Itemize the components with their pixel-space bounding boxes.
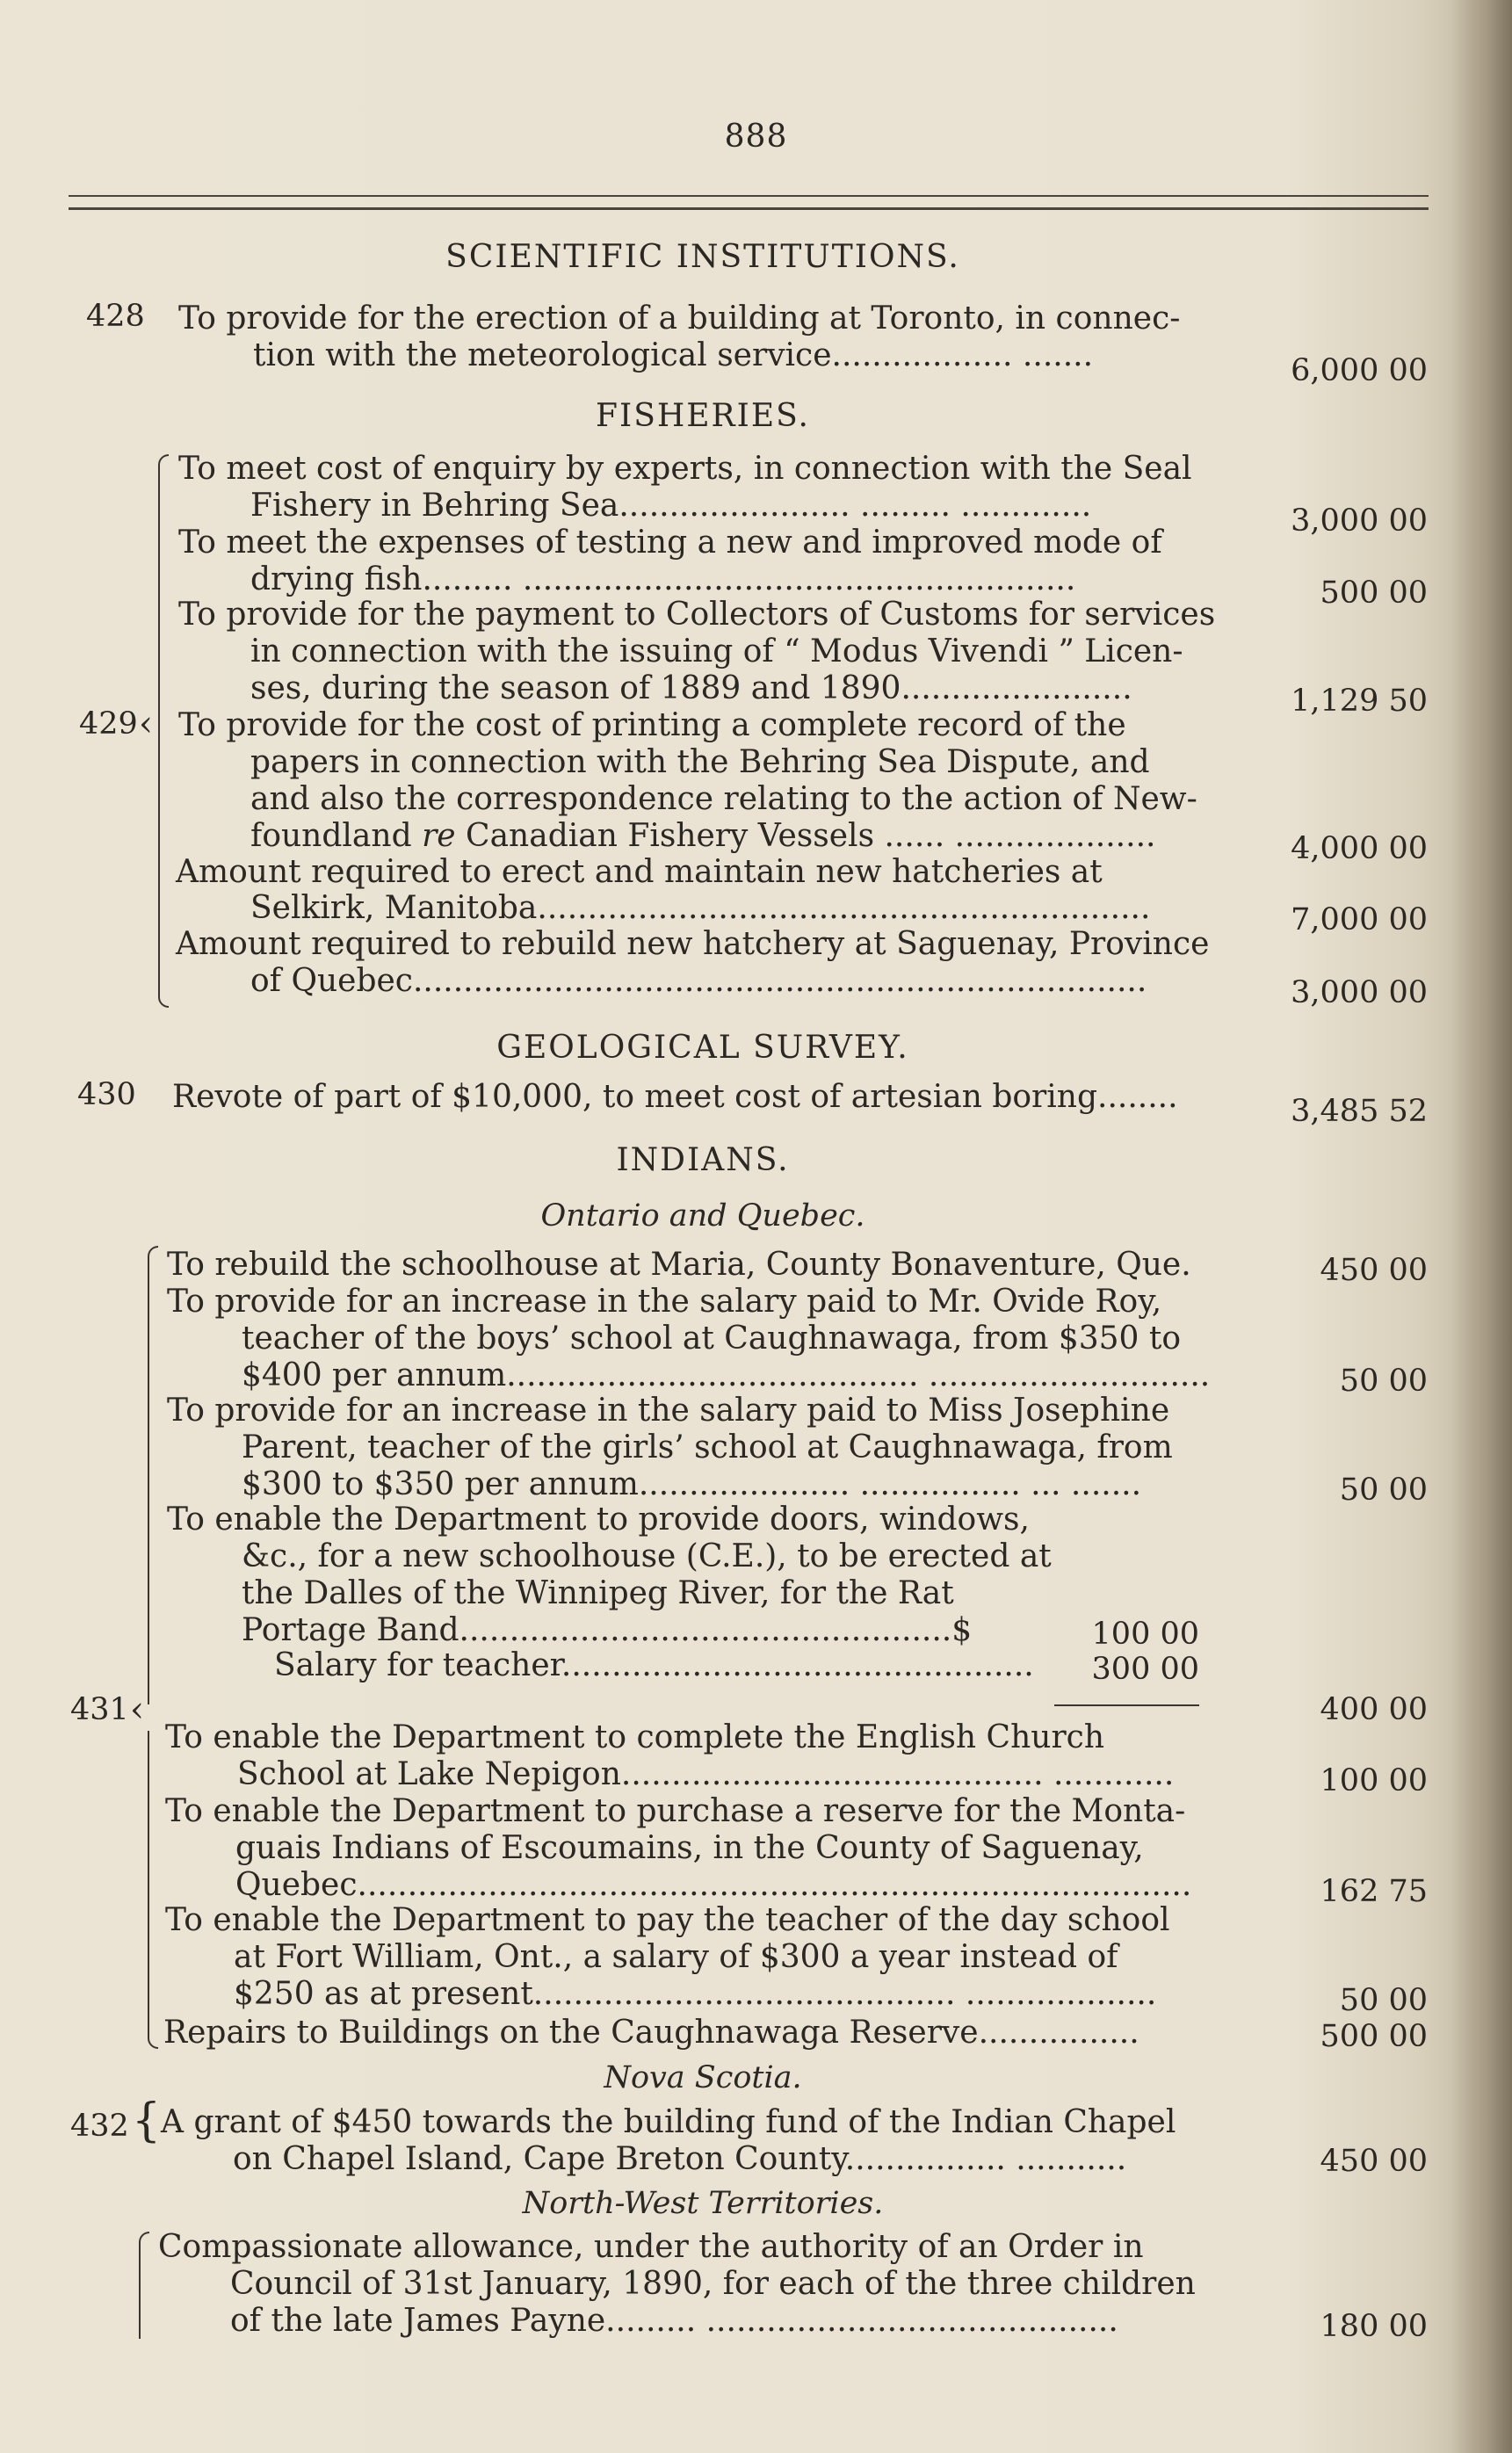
item-431h-line-1: Repairs to Buildings on the Caughnawaga Reserve................	[163, 2015, 1139, 2051]
item-number-428: 428	[86, 299, 145, 334]
item-431g-line-3: $250 as at present.......................................... ...................	[234, 1976, 1157, 2012]
item-431d-band-amount: 100 00	[1091, 1617, 1199, 1652]
item-429f-amount: 3,000 00	[1291, 975, 1428, 1010]
item-429e-line-1: Amount required to erect and maintain new hatcheries at	[176, 854, 1103, 890]
item-429b-line-2: drying fish......... .......................................................	[250, 561, 1076, 597]
item-429d-amount: 4,000 00	[1291, 831, 1428, 866]
item-431d-subtotal-rule	[1054, 1704, 1199, 1706]
subheading-ontario-quebec: Ontario and Quebec.	[540, 1198, 865, 1234]
item-429c-line-2: in connection with the issuing of “ Modus Vivendi ” Licen-	[250, 633, 1183, 669]
brace-429-bottom	[158, 738, 169, 1008]
item-429d-line-4: foundland re Canadian Fishery Vessels ...... ....................	[250, 818, 1156, 854]
item-429e-amount: 7,000 00	[1291, 902, 1428, 937]
item-429f-line-2: of Quebec.........................................................................	[250, 963, 1147, 999]
item-431a-amount: 450 00	[1320, 1253, 1428, 1288]
brace-431-point: ‹	[130, 1690, 144, 1730]
item-428-line-2: tion with the meteorological service.................. .......	[253, 337, 1094, 373]
header-rule-top	[69, 195, 1429, 197]
item-430-amount: 3,485 52	[1291, 1094, 1428, 1129]
heading-fisheries: FISHERIES.	[596, 398, 810, 434]
item-429a-amount: 3,000 00	[1291, 503, 1428, 539]
item-431c-line-3: $300 to $350 per annum..................... ................ ... .......	[242, 1466, 1142, 1502]
brace-431-top	[148, 1246, 158, 1704]
item-429a-line-1: To meet cost of enquiry by experts, in connection with the Seal	[178, 451, 1192, 487]
item-431h-amount: 500 00	[1320, 2019, 1428, 2054]
item-430-line-1: Revote of part of $10,000, to meet cost of artesian boring........	[172, 1079, 1178, 1115]
item-431e-line-2: School at Lake Nepigon.......................................... ............	[237, 1756, 1175, 1792]
item-number-431: 431	[70, 1692, 129, 1727]
subheading-north-west-territories: North-West Territories.	[522, 2186, 884, 2221]
brace-429-point: ‹	[139, 704, 153, 744]
item-431c-line-1: To provide for an increase in the salary paid to Miss Josephine	[167, 1393, 1170, 1429]
item-431d-line-2: &c., for a new schoolhouse (C.E.), to be erected at	[242, 1538, 1052, 1574]
item-431b-line-1: To provide for an increase in the salary paid to Mr. Ovide Roy,	[167, 1284, 1162, 1320]
item-429d-line-2: papers in connection with the Behring Sea Dispute, and	[250, 744, 1150, 780]
item-431d-line-4: Portage Band.................................................$	[242, 1612, 973, 1648]
heading-geological-survey: GEOLOGICAL SURVEY.	[496, 1030, 909, 1066]
item-number-430: 430	[77, 1077, 136, 1112]
item-429e-line-2: Selkirk, Manitoba.............................................................	[250, 890, 1151, 926]
item-429c-amount: 1,129 50	[1291, 684, 1428, 719]
item-429c-line-1: To provide for the payment to Collectors of Customs for services	[178, 597, 1216, 633]
item-428-amount: 6,000 00	[1291, 353, 1428, 388]
heading-scientific-institutions: SCIENTIFIC INSTITUTIONS.	[445, 239, 960, 275]
item-431c-line-2: Parent, teacher of the girls’ school at Caughnawaga, from	[242, 1429, 1173, 1465]
item-431g-line-2: at Fort William, Ont., a salary of $300 a year instead of	[234, 1939, 1118, 1975]
item-431f-line-1: To enable the Department to purchase a reserve for the Monta-	[165, 1793, 1186, 1829]
item-431g-line-1: To enable the Department to pay the teacher of the day school	[165, 1902, 1170, 1938]
item-431d-line-5: Salary for teacher...............................................	[274, 1647, 1034, 1683]
item-429d-line-3: and also the correspondence relating to the action of New-	[250, 781, 1197, 817]
item-431c-amount: 50 00	[1339, 1473, 1428, 1508]
item-433-line-3: of the late James Payne......... .........................................	[230, 2303, 1118, 2339]
page-number: 888	[724, 119, 788, 155]
item-431e-amount: 100 00	[1320, 1763, 1428, 1798]
header-rule-bottom	[69, 207, 1429, 210]
item-432-amount: 450 00	[1320, 2144, 1428, 2179]
item-431e-line-1: To enable the Department to complete the English Church	[165, 1719, 1105, 1755]
brace-432: {	[132, 2095, 162, 2147]
item-number-429: 429	[79, 706, 138, 742]
brace-431-bottom	[148, 1731, 158, 2049]
item-429a-line-2: Fishery in Behring Sea....................... ......... .............	[250, 488, 1092, 524]
item-429c-line-3: ses, during the season of 1889 and 1890.......................	[250, 670, 1132, 706]
item-431b-line-2: teacher of the boys’ school at Caughnawaga, from $350 to	[242, 1321, 1182, 1357]
item-431g-amount: 50 00	[1339, 1983, 1428, 2018]
item-429d-line-1: To provide for the cost of printing a complete record of the	[178, 707, 1126, 743]
item-428-line-1: To provide for the erection of a building at Toronto, in connec-	[178, 300, 1181, 336]
item-432-line-2: on Chapel Island, Cape Breton County................ ...........	[233, 2141, 1127, 2177]
item-431f-line-2: guais Indians of Escoumains, in the County of Saguenay,	[235, 1830, 1144, 1866]
item-429b-amount: 500 00	[1320, 575, 1428, 611]
item-433-amount: 180 00	[1320, 2309, 1428, 2344]
item-433-line-2: Council of 31st January, 1890, for each of the three children	[230, 2266, 1196, 2302]
book-spine-shadow	[1451, 0, 1512, 2453]
item-432-line-1: A grant of $450 towards the building fund of the Indian Chapel	[161, 2104, 1176, 2140]
item-431b-line-3: $400 per annum......................................... ............................	[242, 1357, 1211, 1393]
item-431d-line-3: the Dalles of the Winnipeg River, for the Rat	[242, 1575, 954, 1611]
heading-indians: INDIANS.	[616, 1142, 790, 1178]
item-433-line-1: Compassionate allowance, under the authority of an Order in	[158, 2229, 1144, 2265]
brace-433-top	[139, 2232, 149, 2339]
subheading-nova-scotia: Nova Scotia.	[604, 2060, 802, 2095]
item-429f-line-1: Amount required to rebuild new hatchery at Saguenay, Province	[176, 926, 1210, 962]
item-431f-line-3: Quebec...................................................................................	[235, 1867, 1192, 1903]
item-431a-line-1: To rebuild the schoolhouse at Maria, County Bonaventure, Que.	[167, 1247, 1191, 1283]
item-431b-amount: 50 00	[1339, 1364, 1428, 1399]
item-429b-line-1: To meet the expenses of testing a new and improved mode of	[178, 525, 1162, 561]
item-431f-amount: 162 75	[1320, 1874, 1428, 1909]
item-431d-salary-amount: 300 00	[1091, 1652, 1199, 1687]
item-431d-line-1: To enable the Department to provide doors, windows,	[167, 1501, 1030, 1538]
item-431d-total-amount: 400 00	[1320, 1692, 1428, 1727]
item-number-432: 432	[70, 2109, 129, 2144]
